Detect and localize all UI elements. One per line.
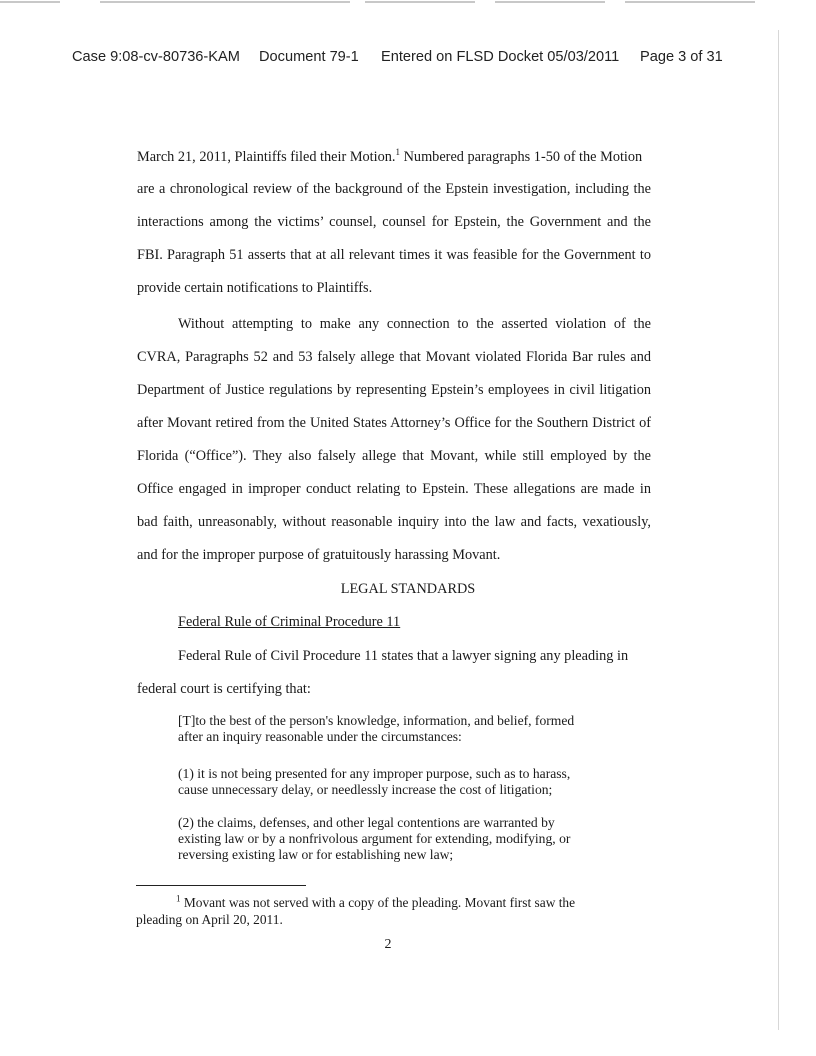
paragraph-line: CVRA, Paragraphs 52 and 53 falsely allege that Movant violated Florida Bar rules and (137, 349, 651, 365)
scan-edge-top (0, 0, 816, 6)
block-quote-item-2: (2) the claims, defenses, and other legal contentions are warranted by existing law or by a nonfrivolous argument for extending, modifying, or reversing existing law or for establishing new law; (178, 815, 571, 862)
paragraph-line: provide certain notifications to Plaintiffs. (137, 280, 373, 296)
footnote-marker: 1 (176, 893, 181, 904)
entered-docket: Entered on FLSD Docket 05/03/2011 (381, 49, 620, 65)
paragraph-line: Office engaged in improper conduct relating to Epstein. These allegations are made in (137, 481, 651, 497)
paragraph-line: after Movant retired from the United States Attorney’s Office for the Southern District of (137, 415, 651, 431)
block-quote-intro: [T]to the best of the person's knowledge, information, and belief, formed after an inquiry reasonable under the circumstances: (178, 713, 575, 744)
scan-edge-right (778, 30, 779, 1030)
paragraph-line: FBI. Paragraph 51 asserts that at all relevant times it was feasible for the Government to (137, 247, 651, 263)
paragraph-line: interactions among the victims’ counsel, counsel for Epstein, the Government and the (137, 214, 651, 230)
paragraph-line: bad faith, unreasonably, without reasonable inquiry into the law and facts, vexatiously, (137, 514, 651, 530)
footnote-line: pleading on April 20, 2011. (136, 912, 283, 927)
document-number: Document 79-1 (259, 49, 359, 65)
paragraph-line: are a chronological review of the background of the Epstein investigation, including the (137, 181, 651, 197)
page-number: 2 (384, 937, 392, 952)
paragraph-line: federal court is certifying that: (137, 681, 311, 697)
paragraph-line: Without attempting to make any connection to the asserted violation of the (178, 316, 651, 332)
paragraph-line: and for the improper purpose of gratuitously harassing Movant. (137, 547, 501, 563)
section-heading: LEGAL STANDARDS (340, 581, 476, 597)
paragraph-line: Department of Justice regulations by representing Epstein’s employees in civil litigation (137, 382, 651, 398)
page-of-pages: Page 3 of 31 (640, 49, 723, 65)
footnote-divider (136, 885, 306, 886)
paragraph-line: March 21, 2011, Plaintiffs filed their Motion.$^1$ Numbered paragraphs 1-50 of the Motion (137, 147, 643, 165)
paragraph-line: Federal Rule of Civil Procedure 11 states that a lawyer signing any pleading in (178, 648, 629, 664)
docket-header (72, 49, 752, 69)
case-number: Case 9:08-cv-80736-KAM (72, 49, 240, 65)
block-quote-item-1: (1) it is not being presented for any improper purpose, such as to harass, cause unnecessary delay, or needlessly increase the cost of litigation; (178, 766, 571, 797)
footnote-ref: 1 (395, 147, 401, 158)
footnote (136, 894, 606, 928)
footnote-line: $^1$ Movant was not served with a copy of the pleading. Movant first saw the (176, 893, 576, 910)
paragraph-line: Florida (“Office”). They also falsely allege that Movant, while still employed by the (137, 448, 651, 464)
subsection-heading: Federal Rule of Criminal Procedure 11 (178, 614, 401, 630)
